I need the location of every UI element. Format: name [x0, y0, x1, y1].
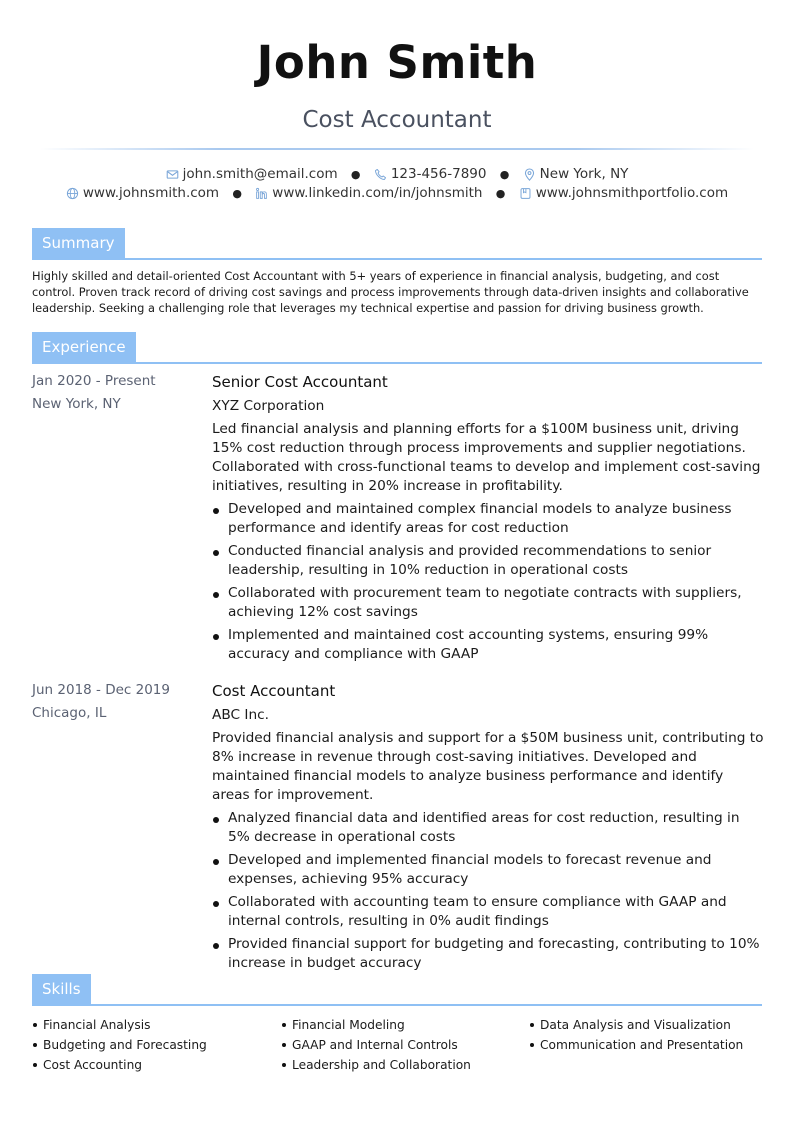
contact-website[interactable]	[66, 185, 219, 201]
achievement-item	[212, 542, 764, 580]
skills-heading: Skills	[32, 974, 91, 1004]
contact-phone[interactable]	[374, 166, 487, 182]
section-rule	[32, 258, 762, 260]
globe-icon	[66, 187, 79, 200]
bullet-icon	[213, 508, 219, 514]
achievement-item	[212, 809, 764, 847]
bullet-icon	[213, 634, 219, 640]
section-rule	[32, 1004, 762, 1006]
email-text: john.smith@email.com	[182, 166, 338, 182]
achievement-item	[212, 851, 764, 889]
bullet-icon	[282, 1023, 286, 1027]
linkedin-text: www.linkedin.com/in/johnsmith	[272, 185, 483, 201]
website-text: www.johnsmith.com	[82, 185, 220, 201]
bullet-icon	[282, 1043, 286, 1047]
job-dates: Jun 2018 - Dec 2019	[32, 682, 170, 698]
bullet-icon	[213, 592, 219, 598]
bullet-icon	[530, 1023, 534, 1027]
contact-linkedin[interactable]	[255, 185, 482, 201]
location-text: New York, NY	[539, 166, 629, 182]
achievement-text: Provided financial support for budgeting and forecasting, contributing to 10% increase in budget accuracy	[228, 936, 760, 971]
achievement-text: Developed and maintained complex financial models to analyze business performance and identify areas for cost reduction	[228, 501, 732, 536]
achievement-item	[212, 626, 764, 664]
bullet-icon	[33, 1023, 37, 1027]
phone-icon	[374, 168, 387, 181]
skill-item	[529, 1015, 769, 1035]
achievement-item	[212, 500, 764, 538]
skill-text: Data Analysis and Visualization	[540, 1018, 731, 1032]
achievement-item	[212, 584, 764, 622]
job-location: Chicago, IL	[32, 705, 107, 721]
skill-item	[32, 1035, 272, 1055]
job-role: Senior Cost Accountant	[212, 373, 388, 391]
achievement-item	[212, 893, 764, 931]
bullet-icon	[33, 1043, 37, 1047]
achievement-text: Collaborated with procurement team to negotiate contracts with suppliers, achieving 12% cost savings	[228, 585, 742, 620]
achievement-text: Implemented and maintained cost accounting systems, ensuring 99% accuracy and compliance with GAAP	[228, 627, 709, 662]
skill-item	[281, 1035, 521, 1055]
bullet-icon	[213, 817, 219, 823]
achievement-item	[212, 935, 764, 973]
portfolio-icon	[519, 187, 532, 200]
skill-item	[281, 1015, 521, 1035]
separator-dot: ●	[232, 186, 242, 200]
skill-text: Cost Accounting	[43, 1058, 143, 1072]
skills-section-header	[32, 974, 762, 1006]
contact-location	[523, 166, 629, 182]
bullet-icon	[282, 1063, 286, 1067]
achievement-list	[212, 500, 764, 664]
bullet-icon	[213, 859, 219, 865]
job-company: XYZ Corporation	[212, 398, 325, 414]
skills-column	[32, 1015, 272, 1075]
contact-email[interactable]	[166, 166, 338, 182]
phone-text: 123-456-7890	[390, 166, 487, 182]
contact-portfolio[interactable]	[519, 185, 728, 201]
job-location: New York, NY	[32, 396, 121, 412]
achievement-text: Analyzed financial data and identified areas for cost reduction, resulting in 5% decrease in operational costs	[228, 810, 740, 845]
skill-text: Budgeting and Forecasting	[43, 1038, 207, 1052]
separator-dot: ●	[495, 186, 506, 200]
skill-text: Leadership and Collaboration	[292, 1058, 471, 1072]
job-company: ABC Inc.	[212, 707, 270, 723]
achievement-text: Conducted financial analysis and provided recommendations to senior leadership, resulting in 10% reduction in operational costs	[228, 543, 712, 578]
mail-icon	[166, 168, 179, 181]
portfolio-text: www.johnsmithportfolio.com	[535, 185, 729, 201]
experience-body	[212, 373, 764, 668]
achievement-text: Collaborated with accounting team to ensure compliance with GAAP and internal controls, resulting in 0% audit findings	[228, 894, 727, 929]
separator-dot: ●	[499, 167, 510, 181]
skill-text: Communication and Presentation	[540, 1038, 744, 1052]
experience-meta	[32, 682, 202, 721]
job-title: Cost Accountant	[302, 107, 492, 133]
skills-column	[281, 1015, 521, 1075]
experience-heading: Experience	[32, 332, 136, 362]
skill-text: Financial Modeling	[292, 1018, 405, 1032]
bullet-icon	[33, 1063, 37, 1067]
experience-meta	[32, 373, 202, 412]
skill-item	[281, 1055, 521, 1075]
separator-dot: ●	[350, 167, 361, 181]
location-pin-icon	[523, 168, 536, 181]
job-dates: Jan 2020 - Present	[32, 373, 156, 389]
linkedin-icon	[255, 187, 268, 200]
candidate-name: John Smith	[256, 36, 538, 89]
bullet-icon	[530, 1043, 534, 1047]
contact-line-1	[0, 166, 794, 182]
section-rule	[32, 362, 762, 364]
experience-section-header	[32, 332, 762, 364]
skill-text: Financial Analysis	[43, 1018, 151, 1032]
summary-text: Highly skilled and detail-oriented Cost Accountant with 5+ years of experience in financial analysis, budgeting, and cost control. Proven track record of driving cost savings and process improvements through data-driven insights and collaborative leadership. Seeking a challenging role that leverages my technical expertise and passion for driving business growth.	[32, 269, 749, 315]
skill-item	[32, 1015, 272, 1035]
achievement-text: Developed and implemented financial models to forecast revenue and expenses, achieving 95% accuracy	[228, 852, 712, 887]
skill-item	[529, 1035, 769, 1055]
bullet-icon	[213, 901, 219, 907]
skills-column	[529, 1015, 769, 1055]
summary-heading: Summary	[32, 228, 125, 258]
contact-line-2	[0, 185, 794, 201]
achievement-list	[212, 809, 764, 973]
header-divider	[40, 148, 754, 150]
summary-section-header	[32, 228, 762, 260]
job-role: Cost Accountant	[212, 682, 336, 700]
skill-item	[32, 1055, 272, 1075]
bullet-icon	[213, 943, 219, 949]
experience-body	[212, 682, 764, 977]
job-description: Provided financial analysis and support for a $50M business unit, contributing to 8% increase in revenue through cost-saving initiatives. Developed and maintained financial models to analyze business performance and identify areas for improvement.	[212, 730, 764, 803]
job-description: Led financial analysis and planning efforts for a $100M business unit, driving 15% cost reduction through process improvements and supplier negotiations. Collaborated with cross-functional teams to develop and implement cost-saving initiatives, resulting in 20% increase in profitability.	[212, 421, 761, 494]
bullet-icon	[213, 550, 219, 556]
skill-text: GAAP and Internal Controls	[292, 1038, 458, 1052]
